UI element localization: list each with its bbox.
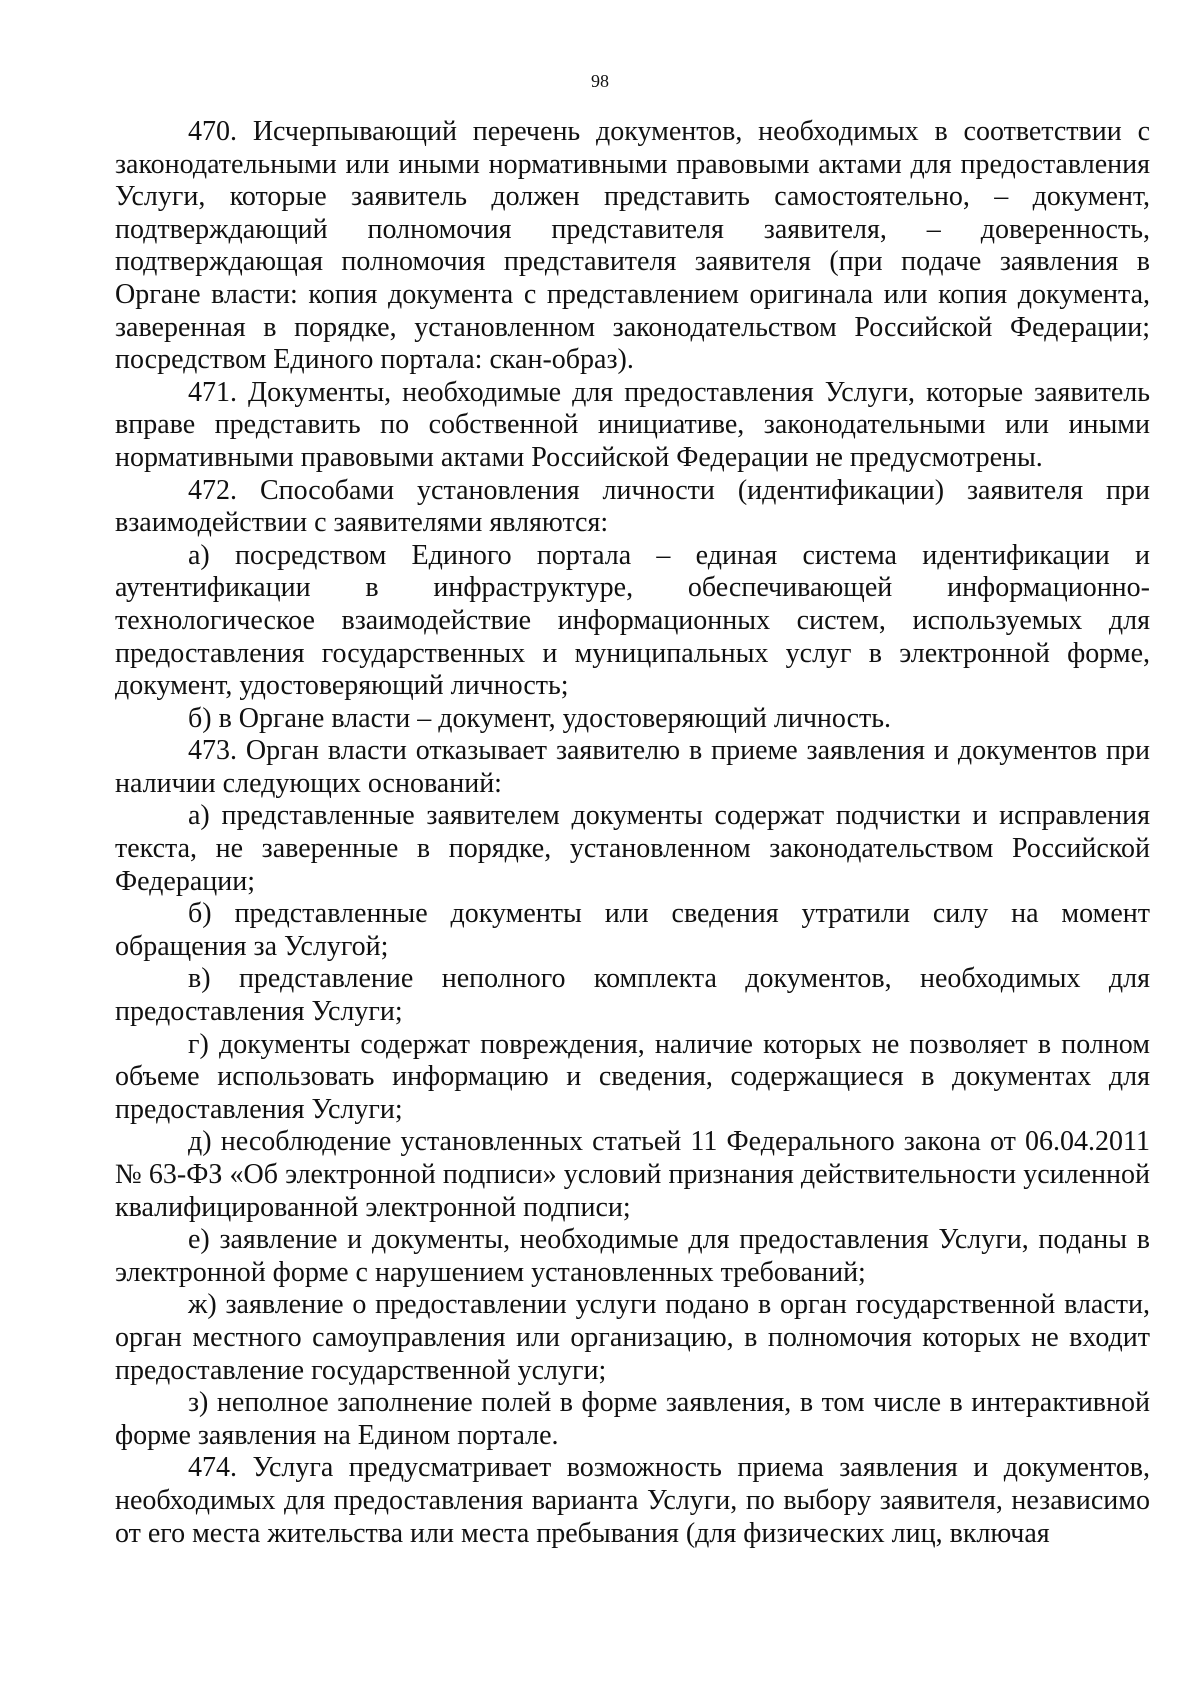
- paragraph-473-item-z: з) неполное заполнение полей в форме заявления, в том числе в интерактивной форме заявления на Едином портале.: [115, 1387, 1150, 1451]
- paragraph-472-item-a: а) посредством Единого портала – единая система идентификации и аутентификации в инфраструктуре, обеспечивающей информационно-технологическое взаимодействие информационных систем, используемых для предоставления государственных и муниципальных услуг в электронной форме, документ, удостоверяющий личность;: [115, 539, 1150, 702]
- document-body: [115, 116, 1150, 1550]
- paragraph-471: 471. Документы, необходимые для предоставления Услуги, которые заявитель вправе представить по собственной инициативе, законодательными или иными нормативными правовыми актами Российской Федерации не предусмотрены.: [115, 376, 1150, 473]
- paragraph-470: 470. Исчерпывающий перечень документов, необходимых в соответствии с законодательными или иными нормативными правовыми актами для предоставления Услуги, которые заявитель должен представить самостоятельно, – документ, подтверждающий полномочия представителя заявителя, – доверенность, подтверждающая полномочия представителя заявителя (при подаче заявления в Органе власти: копия документа с представлением оригинала или копия документа, заверенная в порядке, установленном законодательством Российской Федерации; посредством Единого портала: скан-образ).: [115, 116, 1150, 376]
- paragraph-474: 474. Услуга предусматривает возможность приема заявления и документов, необходимых для предоставления варианта Услуги, по выбору заявителя, независимо от его места жительства или места пребывания (для физических лиц, включая: [115, 1452, 1150, 1549]
- paragraph-473-item-a: а) представленные заявителем документы содержат подчистки и исправления текста, не заверенные в порядке, установленном законодательством Российской Федерации;: [115, 800, 1150, 897]
- paragraph-473-item-zh: ж) заявление о предоставлении услуги подано в орган государственной власти, орган местного самоуправления или организацию, в полномочия которых не входит предоставление государственной услуги;: [115, 1289, 1150, 1386]
- paragraph-472-item-b: б) в Органе власти – документ, удостоверяющий личность.: [188, 702, 892, 734]
- paragraph-473-item-d: д) несоблюдение установленных статьей 11 Федерального закона от 06.04.2011 № 63-ФЗ «Об электронной подписи» условий признания действительности усиленной квалифицированной электронной подписи;: [115, 1126, 1150, 1223]
- paragraph-473-item-v: в) представление неполного комплекта документов, необходимых для предоставления Услуги;: [115, 963, 1150, 1028]
- paragraph-473-item-g: г) документы содержат повреждения, наличие которых не позволяет в полном объеме использовать информацию и сведения, содержащиеся в документах для предоставления Услуги;: [115, 1028, 1150, 1125]
- paragraph-473: 473. Орган власти отказывает заявителю в приеме заявления и документов при наличии следующих оснований:: [115, 735, 1150, 799]
- paragraph-473-item-e: е) заявление и документы, необходимые для предоставления Услуги, поданы в электронной форме с нарушением установленных требований;: [115, 1224, 1150, 1288]
- page-number: 98: [591, 71, 609, 91]
- paragraph-473-item-b: б) представленные документы или сведения утратили силу на момент обращения за Услугой;: [115, 898, 1150, 962]
- paragraph-472: 472. Способами установления личности (идентификации) заявителя при взаимодействии с заявителями являются:: [115, 474, 1150, 539]
